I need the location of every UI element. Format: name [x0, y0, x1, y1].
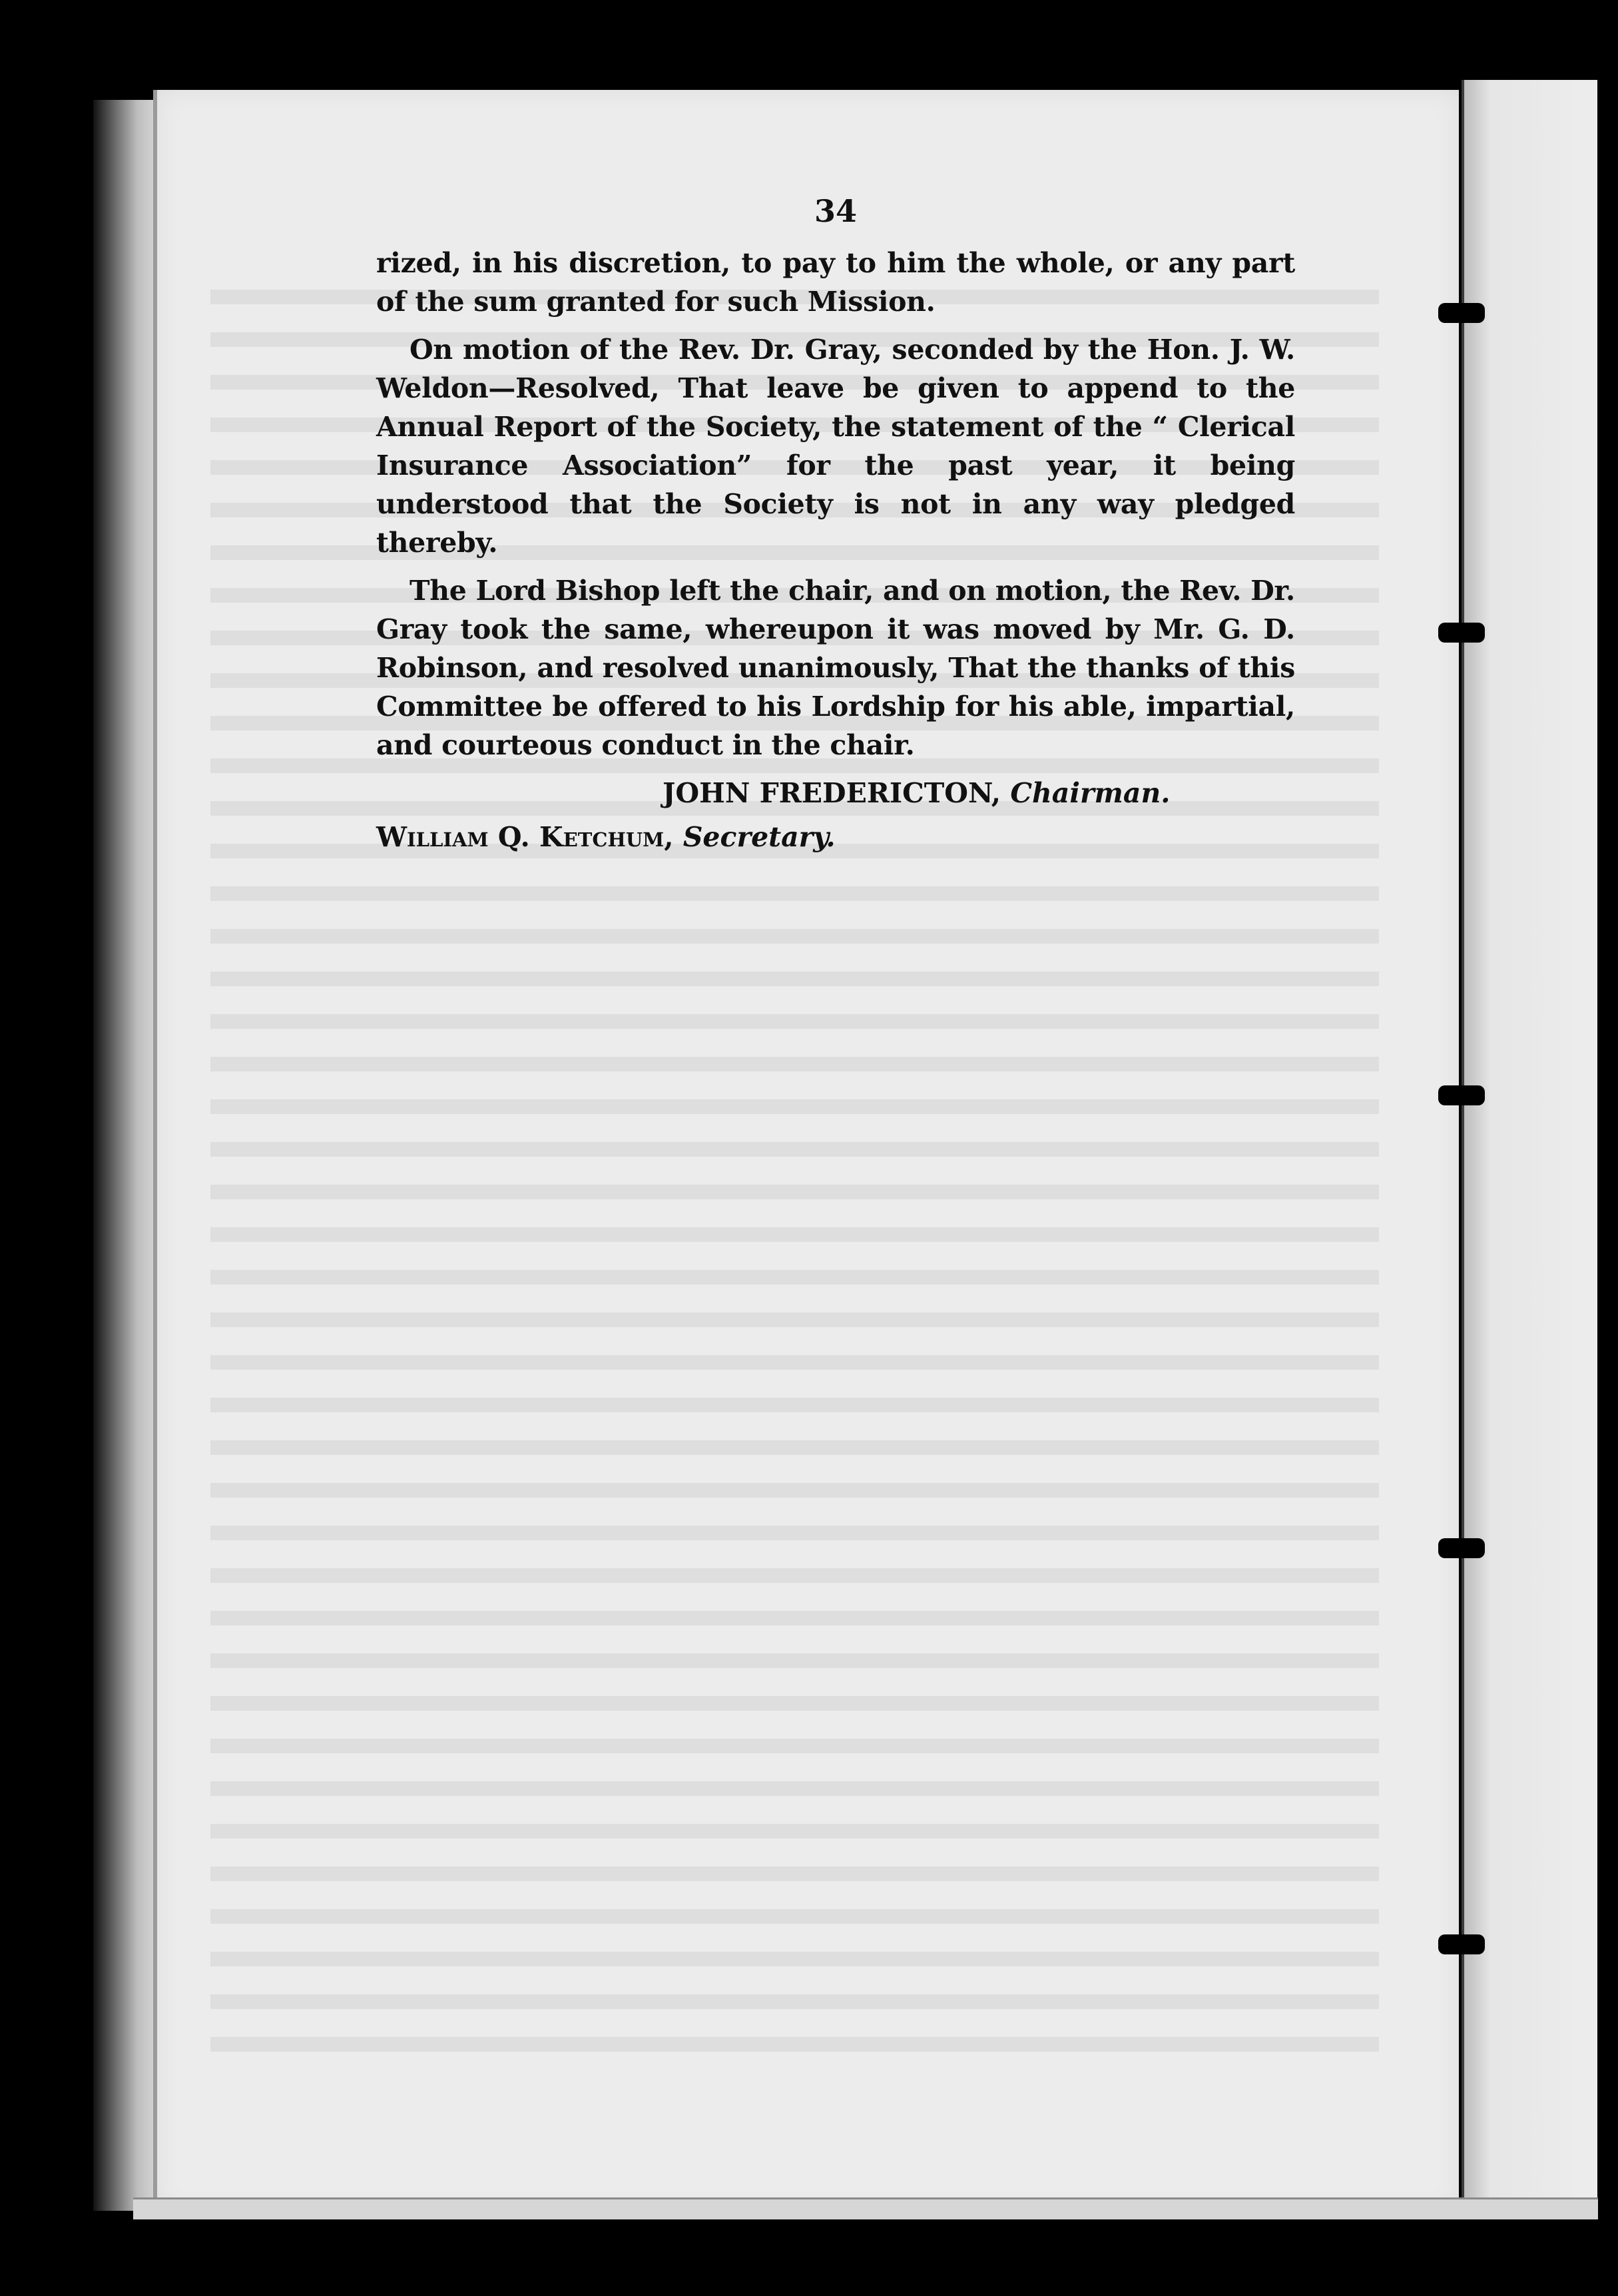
binding-stitch — [1438, 1934, 1485, 1954]
chairman-name: JOHN FREDERICTON, — [663, 777, 1001, 809]
binding-stitch — [1438, 1538, 1485, 1558]
page-bottom-edge — [133, 2197, 1598, 2219]
secretary-name: William Q. Ketchum, — [376, 821, 674, 853]
page-number: 34 — [814, 193, 857, 229]
paragraph-2: On motion of the Rev. Dr. Gray, seconded by the Hon. J. W. Weldon—Resolved, That leave be given to append to the Annual Report of the Society, the statement of the “ Clerical Insurance Association” for the past year, it being understood that the Society is not in any way pledged thereby. — [376, 334, 1295, 559]
chairman-signature — [376, 774, 1295, 812]
secretary-signature — [376, 818, 1295, 856]
paragraph-1: rized, in his discretion, to pay to him the whole, or any part of the sum granted for such Mission. — [376, 247, 1295, 318]
binding-stitch — [1438, 1085, 1485, 1105]
page-text — [376, 193, 1295, 856]
facing-page-edge — [1462, 80, 1597, 2217]
secretary-title: Secretary. — [682, 821, 836, 853]
binding-stitch — [1438, 623, 1485, 643]
binding-stitch — [1438, 303, 1485, 323]
chairman-title: Chairman. — [1010, 777, 1171, 809]
paragraph-3: The Lord Bishop left the chair, and on motion, the Rev. Dr. Gray took the same, whereupon it was moved by Mr. G. D. Robinson, and resolved unanimously, That the thanks of this Committee be offered to his Lordship for his able, impartial, and courteous conduct in the chair. — [376, 575, 1295, 761]
